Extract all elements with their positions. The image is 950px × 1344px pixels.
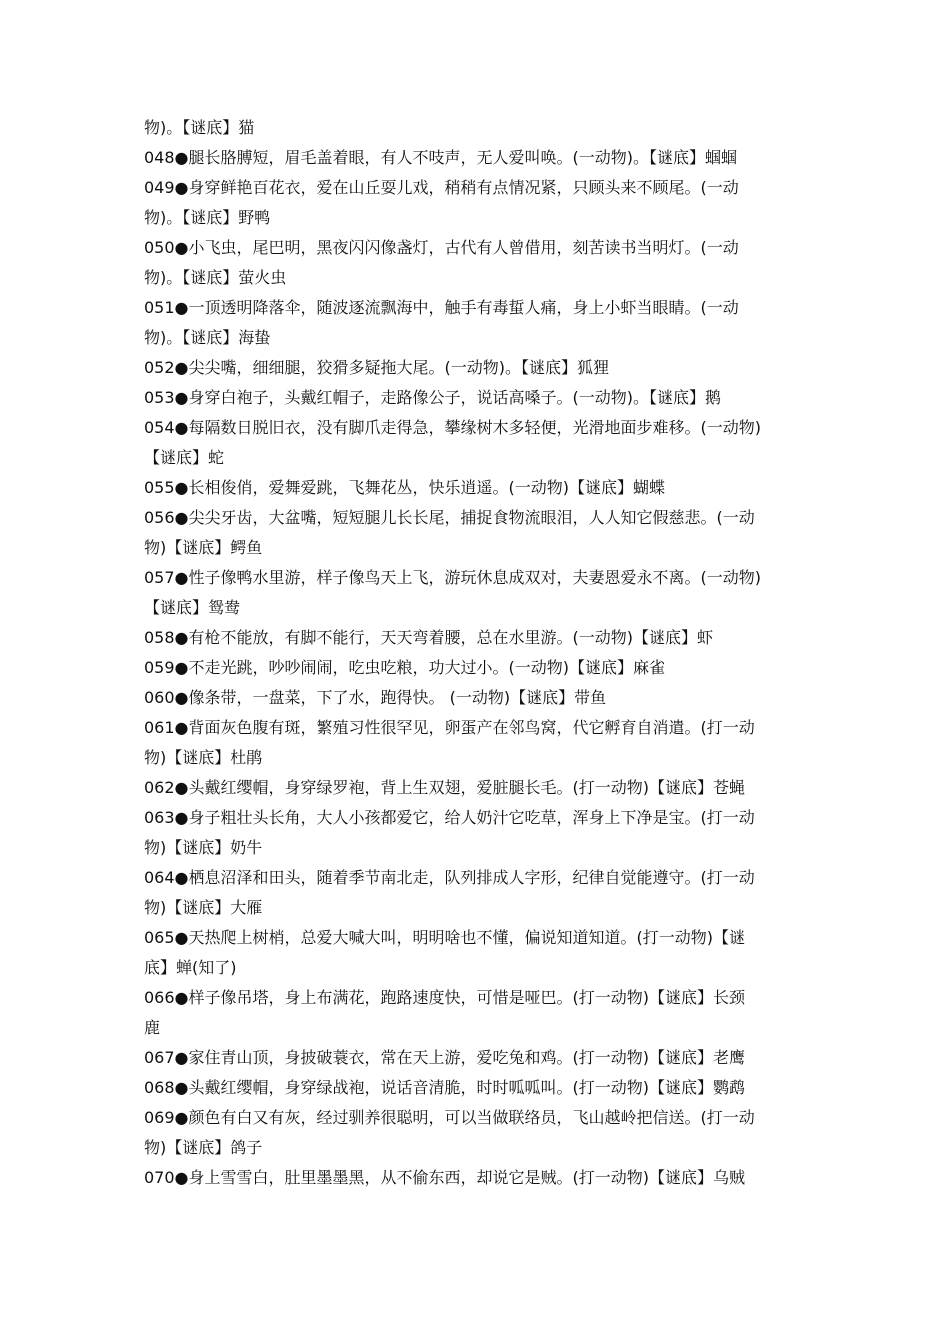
text-line: 065●天热爬上树梢，总爱大喊大叫，明明啥也不懂，偏说知道知道。(打一动物)【谜 <box>144 928 745 947</box>
text-line: 059●不走光跳，吵吵闹闹，吃虫吃粮，功大过小。(一动物)【谜底】麻雀 <box>144 658 665 677</box>
text-line: 061●背面灰色腹有斑，繁殖习性很罕见，卵蛋产在邻鸟窝，代它孵育自消遣。(打一动 <box>144 718 755 737</box>
text-line: 068●头戴红缨帽，身穿绿战袍，说话音清脆，时时呱呱叫。(打一动物)【谜底】鹦鹉 <box>144 1078 745 1097</box>
text-line: 049●身穿鲜艳百花衣，爱在山丘耍儿戏，稍稍有点情况紧，只顾头来不顾尾。(一动 <box>144 178 739 197</box>
text-line: 051●一顶透明降落伞，随波逐流飘海中，触手有毒蜇人痛，身上小虾当眼睛。(一动 <box>144 298 739 317</box>
text-line: 【谜底】鸳鸯 <box>144 598 241 617</box>
text-line: 【谜底】蛇 <box>144 448 225 467</box>
text-line: 052●尖尖嘴，细细腿，狡猾多疑拖大尾。(一动物)。【谜底】狐狸 <box>144 358 609 377</box>
text-line: 物)。【谜底】猫 <box>144 118 255 137</box>
riddle-text-body <box>144 113 820 1193</box>
text-line: 物)【谜底】鳄鱼 <box>144 538 263 557</box>
text-line: 048●腿长胳膊短，眉毛盖着眼，有人不吱声，无人爱叫唤。(一动物)。【谜底】蝈蝈 <box>144 148 737 167</box>
text-line: 066●样子像吊塔，身上布满花，跑路速度快，可惜是哑巴。(打一动物)【谜底】长颈 <box>144 988 745 1007</box>
text-line: 062●头戴红缨帽，身穿绿罗袍，背上生双翅，爱脏腿长毛。(打一动物)【谜底】苍蝇 <box>144 778 745 797</box>
text-line: 物)【谜底】奶牛 <box>144 838 263 857</box>
text-line: 物)【谜底】杜鹃 <box>144 748 263 767</box>
text-line: 064●栖息沼泽和田头，随着季节南北走，队列排成人字形，纪律自觉能遵守。(打一动 <box>144 868 755 887</box>
text-line: 069●颜色有白又有灰，经过驯养很聪明，可以当做联络员，飞山越岭把信送。(打一动 <box>144 1108 755 1127</box>
text-line: 057●性子像鸭水里游，样子像鸟天上飞，游玩休息成双对，夫妻恩爱永不离。(一动物) <box>144 568 761 587</box>
text-line: 050●小飞虫，尾巴明，黑夜闪闪像盏灯，古代有人曾借用，刻苦读书当明灯。(一动 <box>144 238 739 257</box>
text-line: 鹿 <box>144 1018 161 1037</box>
text-line: 物)。【谜底】野鸭 <box>144 208 271 227</box>
text-line: 底】蝉(知了) <box>144 958 237 977</box>
text-line: 058●有枪不能放，有脚不能行，天天弯着腰，总在水里游。(一动物)【谜底】虾 <box>144 628 713 647</box>
text-line: 物)。【谜底】萤火虫 <box>144 268 287 287</box>
text-line: 067●家住青山顶，身披破蓑衣，常在天上游，爱吃兔和鸡。(打一动物)【谜底】老鹰 <box>144 1048 745 1067</box>
text-line: 物)【谜底】大雁 <box>144 898 263 917</box>
text-line: 070●身上雪雪白，肚里墨墨黑，从不偷东西，却说它是贼。(打一动物)【谜底】乌贼 <box>144 1168 745 1187</box>
text-line: 054●每隔数日脱旧衣，没有脚爪走得急，攀缘树木多轻便，光滑地面步难移。(一动物) <box>144 418 761 437</box>
text-line: 055●长相俊俏，爱舞爱跳，飞舞花丛，快乐逍遥。(一动物)【谜底】蝴蝶 <box>144 478 665 497</box>
text-line: 053●身穿白袍子，头戴红帽子，走路像公子，说话高嗓子。(一动物)。【谜底】鹅 <box>144 388 721 407</box>
text-line: 056●尖尖牙齿，大盆嘴，短短腿儿长长尾，捕捉食物流眼泪，人人知它假慈悲。(一动 <box>144 508 755 527</box>
text-line: 物)。【谜底】海蛰 <box>144 328 271 347</box>
text-line: 物)【谜底】鸽子 <box>144 1138 263 1157</box>
text-line: 060●像条带，一盘菜，下了水，跑得快。 (一动物)【谜底】带鱼 <box>144 688 607 707</box>
text-line: 063●身子粗壮头长角，大人小孩都爱它，给人奶汁它吃草，浑身上下净是宝。(打一动 <box>144 808 755 827</box>
